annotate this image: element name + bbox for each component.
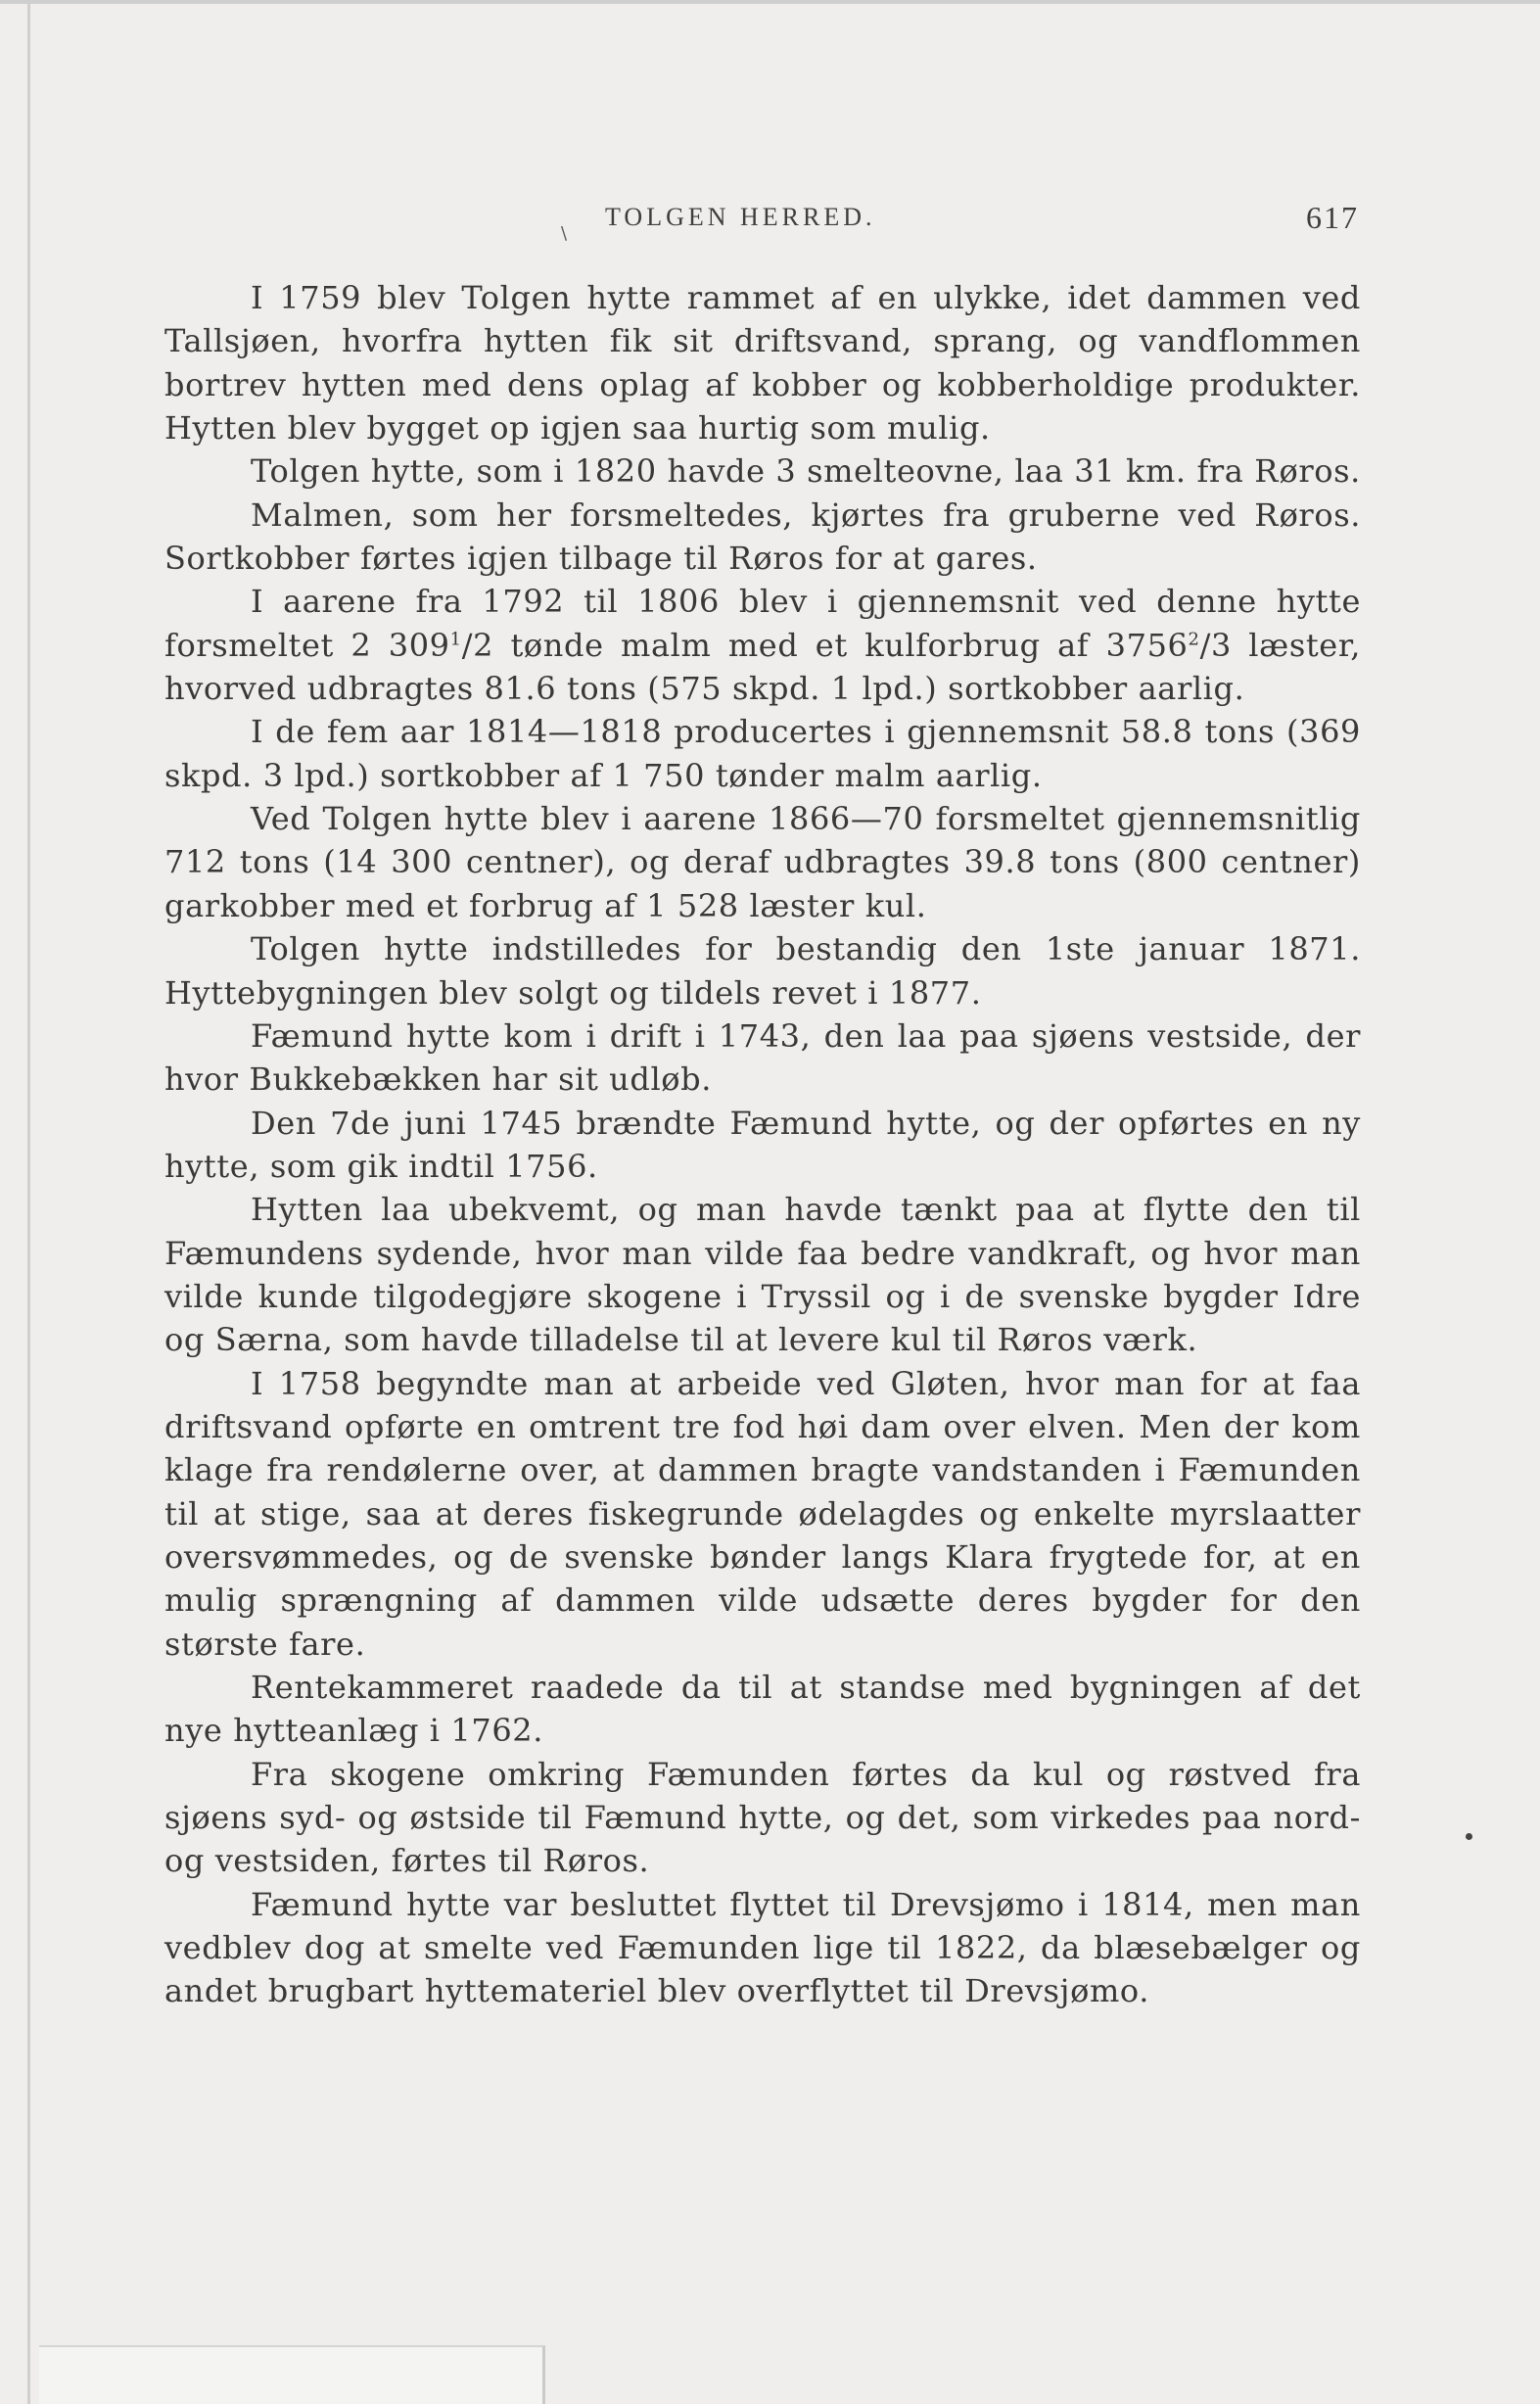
- bottom-page-inset: [39, 2345, 545, 2404]
- paragraph-10: Hytten laa ubekvemt, og man havde tænkt paa at flytte den til Fæmundens sydende, hvor man vilde faa bedre vandkraft, og hvor man vilde kunde tilgodegjøre skogene i Tryssil og i de svenske bygder Idre og Særna, som havde tilladelse til at levere kul til Røros værk.: [164, 1191, 1361, 1359]
- paragraph-12: Rentekammeret raadede da til at standse med bygningen af det nye hytteanlæg i 1762.: [164, 1669, 1361, 1750]
- paragraph-4: I aarene fra 1792 til 1806 blev i gjennemsnit ved denne hytte forsmeltet 2 $309^1/2$ tønde malm med et kulforbrug af 3756$^2$/3 læster, hvorved udbragtes 81.6 tons (575 skpd. 1 lpd.) sortkobber aarlig.: [164, 583, 1361, 708]
- fraction-numerator: 2: [1188, 629, 1200, 650]
- page-spine-shadow: [27, 0, 30, 2404]
- fraction-denominator: /3: [1199, 626, 1232, 664]
- paragraph-8: Fæmund hytte kom i drift i 1743, den laa paa sjøens vestside, der hvor Bukkebækken har sit udløb.: [164, 1016, 1361, 1099]
- page-header: [164, 198, 1359, 244]
- running-title: TOLGEN HERRED.: [605, 203, 876, 231]
- paragraph-5: I de fem aar 1814—1818 producertes i gjennemsnit 58.8 tons (369 skpd. 3 lpd.) sortkobber af 1 750 tønder malm aarlig.: [164, 713, 1361, 794]
- paragraph-2: Tolgen hytte, som i 1820 havde 3 smelteovne, laa 31 km. fra Røros.: [251, 452, 1361, 491]
- paragraph-9: Den 7de juni 1745 brændte Fæmund hytte, og der opførtes en ny hytte, som gik indtil 1756.: [164, 1104, 1361, 1185]
- fraction-numerator: 1: [449, 629, 462, 650]
- fraction-denominator: /2: [461, 626, 494, 664]
- paragraph-14: Fæmund hytte var besluttet flyttet til Drevsjømo i 1814, men man vedblev dog at smelte ved Fæmunden lige til 1822, da blæsebælger og andet brugbart hyttemateriel blev overflyttet til Drevsjømo.: [164, 1885, 1361, 2010]
- paragraph-7: Tolgen hytte indstilledes for bestandig den 1ste januar 1871. Hyttebygningen blev solgt og tildels revet i 1877.: [164, 930, 1361, 1012]
- page-number: 617: [1306, 200, 1359, 235]
- paragraph-13: Fra skogene omkring Fæmunden førtes da kul og røstved fra sjøens syd- og østside til Fæmund hytte, og det, som virkedes paa nord- og vestsiden, førtes til Røros.: [164, 1755, 1361, 1880]
- paragraph-6: Ved Tolgen hytte blev i aarene 1866—70 forsmeltet gjennemsnitlig 712 tons (14 300 centner), og deraf udbragtes 39.8 tons (800 centner) garkobber med et forbrug af 1 528 læster kul.: [164, 800, 1361, 924]
- ink-speck: [1466, 1833, 1472, 1840]
- paragraph-3: Malmen, som her forsmeltedes, kjørtes fra gruberne ved Røros. Sortkobber førtes igjen tilbage til Røros for at gares.: [164, 495, 1361, 578]
- paragraph-11: I 1758 begyndte man at arbeide ved Gløten, hvor man for at faa driftsvand opførte en omtrent tre fod høi dam over elven. Men der kom klage fra rendølerne over, at dammen bragte vandstanden i Fæmunden til at stige, saa at deres fiskegrunde ødelagdes og enkelte myrslaatter oversvømmedes, og de svenske bønder langs Klara frygtede for, at en mulig sprængning af dammen vilde udsætte deres bygder for den største fare.: [164, 1364, 1361, 1663]
- page-body: [164, 276, 1361, 2013]
- page-top-edge: [0, 0, 1540, 4]
- tick-mark: \: [561, 223, 568, 244]
- paragraph-1: I 1759 blev Tolgen hytte rammet af en ulykke, idet dammen ved Tallsjøen, hvorfra hytten fik sit driftsvand, sprang, og vandflommen bortrev hytten med dens oplag af kobber og kobberholdige produkter. Hytten blev bygget op igjen saa hurtig som mulig.: [164, 279, 1361, 448]
